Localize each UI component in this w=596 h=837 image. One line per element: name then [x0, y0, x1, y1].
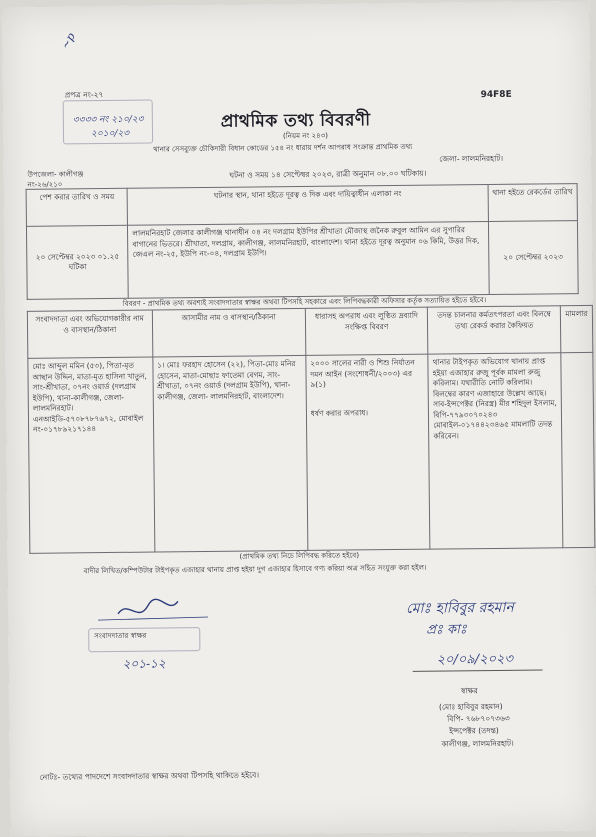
- offense-law: ২০০০ সালের নারী ও শিশু নির্যাতন দমন আইন (সংশোধনী/২০০৩) এর ৯(১): [310, 357, 415, 389]
- officer-bp: বিপি- ৭৬৮৭০৭৩৬৩: [447, 713, 510, 724]
- cell-investigation: থানার টাইপকৃত অভিযোগ থানায় প্রাপ্ত হইয়া এজাহার রুজু পূর্বক মামলা রুজু করিলাম। যথারীতি নোটি করিলাম। বিলম্বের কারণ এজাহারে উল্লেখ আছে। সাব-ইন্সপেক্টর (নিরস্ত্র) মীর শহিদুল ইসলাম, বিপি-৭৭৯৩০৭০২৪৩ মোবাইল-০১৭৪৪২৩৪৬৫ মামলাটি তদন্ত করিবেন।: [428, 353, 563, 549]
- reference-code: 94F8E: [480, 89, 512, 101]
- document-title: প্রাথমিক তথ্য বিবরণী: [220, 110, 371, 132]
- cell-submit-date: ২০ সেপ্টেম্বর ২০২৩ ০১.২৫ ঘটিকা: [26, 225, 128, 299]
- officer-station: কালীগঞ্জ, লালমনিরহাট।: [441, 738, 514, 749]
- attestation-note: বিবরণ - প্রাথমিক তথ্য অবশ্যই সংবাদদাতার স্বাক্ষর অথবা টিপসহি সহকারে এবং লিপিবদ্ধকারী অফিসার কর্তৃক সত্যায়িত হইতে হইবে।: [122, 296, 487, 308]
- officer-signature-line2: প্রঃ কাঃ: [426, 622, 467, 638]
- cell-record-date: ২০ সেপ্টেম্বর ২০২৩: [488, 221, 578, 295]
- fir-below-note: (প্রাথমিক তথ্য নিচে লিপিবদ্ধ করিতে হইবে): [239, 551, 360, 561]
- handwritten-receipt-date: ২০১০/২৩: [90, 128, 130, 140]
- header-submit-date: পেশ করার তারিখ ও সময়: [26, 188, 128, 226]
- informant-signature-area: [78, 593, 229, 675]
- signature-underline: [413, 669, 543, 671]
- officer-rank: ইন্সপেক্টর (তদন্ত): [449, 725, 499, 736]
- cell-offense: [306, 354, 430, 550]
- cell-accused: ১। মোঃ ফরহাদ হোসেন (২২), পিতা-মোঃ মনির হোসেন, মাতা-মোছাঃ ফাতেমা বেগম, সাং-শ্রীখাতা, ০৭নং ওয়ার্ড (দলগ্রাম ইউপি), থানা-কালীগঞ্জ, জেলা- লালমনিরহাট, বাংলাদেশ।: [152, 355, 307, 552]
- document-rule-no: (নিয়ম নং ২৪৩): [282, 131, 329, 141]
- officer-sign-title: স্বাক্ষর: [460, 686, 478, 696]
- informant-signature-label: সংবাদদাতার স্বাক্ষর: [94, 631, 147, 641]
- document-subtitle: থানার সেসব্যুক্ত চৌকিদারী বিধান কোডের ১৫৪ নং ধারায় দর্শন আপরাধ সংক্রান্ত প্রাথমিক তথ্য: [153, 142, 413, 154]
- handwritten-receipt: ৩৩৩৩ নং ২১০/২৩: [72, 114, 144, 126]
- info-table-main: [27, 305, 596, 554]
- footer-note: নোটঃ- তথ্যের পাদদেশে সংবাদদাতার স্বাক্ষর অথবা টিপসহি থাকিতে হইবে।: [39, 770, 260, 782]
- district: জেলা- লালমনিরহাট।: [439, 153, 504, 164]
- header-record-date: থানা হইতে রেকর্ডের তারিখ: [488, 184, 578, 222]
- police-station: উপজেলা- কালীগঞ্জ: [27, 170, 84, 179]
- officer-signature-date: ২০/০৯/২০২৩: [436, 651, 513, 668]
- corner-scribble: ~p: [58, 30, 78, 52]
- fir-statement: বাদীর লিখিত/কম্পিউটার টাইপকৃত এজাহার থানায় প্রাপ্ত হইয়া দুগ এজাহার হিসাবে গণ্য করিয়া অত্র সহিত সংযুক্ত করা হইল।: [83, 563, 427, 576]
- document-page: [2, 1, 596, 837]
- header-offense: ধারাসহ অপরাধ এবং লুণ্ঠিত দ্রব্যাদি সংক্ষিপ্ত বিবরণ: [305, 307, 428, 355]
- receipt-stamp: [63, 100, 153, 145]
- form-number: প্রপত্র নং-২৭: [64, 90, 104, 100]
- header-informant: সংবাদদাতা এবং অভিযোগকারীর নাম ও বাসস্থান/ঠিকানা: [27, 310, 152, 358]
- case-number: নং-২৬/২১০: [27, 180, 63, 189]
- header-location: ঘটনার স্থান, থানা হইতে দূরত্ব ও দিক এবং দায়িত্বাধীন এলাকা নং: [127, 185, 488, 226]
- cell-case: [561, 352, 595, 547]
- cell-informant: মোঃ আব্দুল মমিন (৫৩), পিতা-মৃত আছান উদ্দিন, মাতা-মৃত হাসিনা খাতুন, সাং-শ্রীখাতা, ০৭নং ওয়ার্ড (দলগ্রাম ইউপি), থানা-কালীগঞ্জ, জেলা- লালমনিরহাট। এনআইডি-৫৭০৮৭৮৭৬৭২, মোবাইল নং-০১৭৮৯২১৭১৪৪: [28, 357, 155, 553]
- info-table-top: [26, 183, 579, 300]
- header-investigation: তদন্ত চালনার কর্মতৎপরতা এবং বিলম্বে তথ্য রেকর্ড করার কৈফিয়ত: [428, 306, 561, 354]
- cell-location: লালমনিরহাট জেলার কালীগঞ্জ থানাধীন ০৪ নং দলগ্রাম ইউপির শ্রীখাতা মৌজাস্থ জনৈক রুবুল আমিন এর সুপারির বাগানের ভিতরে। শ্রীখাতা, দলগ্রাম, কালীগঞ্জ, লালমনিরহাট, বাংলাদেশ। থানা হইতে দূরত্ব অনুমান ০৬ কিমি, উত্তর দিক, জেএল নং-২৫, ইউপি নং-০৪, দলগ্রাম ইউপি।: [128, 222, 489, 299]
- header-case: মামলার: [560, 305, 593, 352]
- informant-signature-date: ২০১-১২: [122, 656, 166, 671]
- header-accused: আসামীর নাম ও বাসস্থান/ঠিকানা: [152, 308, 306, 357]
- officer-signature-line1: মোঃ হাবিবুর রহমান: [405, 599, 514, 617]
- offense-description: ধর্ষণ করার অপরাধ।: [310, 407, 369, 418]
- officer-name: (মোঃ হাবিবুর রহমান): [438, 701, 503, 712]
- incident-time: ঘটনা ও সময় ১৪ সেপ্টেম্বর ২০২৩, রাত্রী অনুমান ০৮.০০ ঘটিকায়।: [229, 168, 427, 180]
